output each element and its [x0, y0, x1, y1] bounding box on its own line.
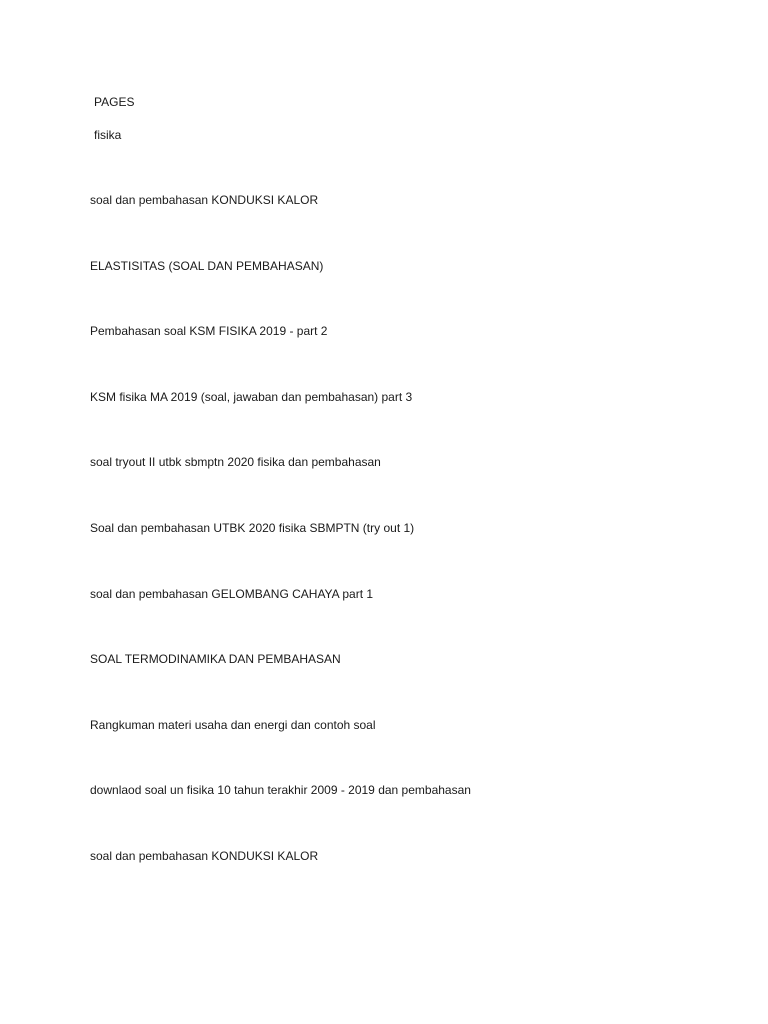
list-item [90, 520, 471, 586]
list-item [90, 848, 471, 914]
post-link[interactable]: downlaod soal un fisika 10 tahun terakhir 2009 - 2019 dan pembahasan [90, 783, 471, 798]
post-link[interactable]: soal dan pembahasan KONDUKSI KALOR [90, 848, 319, 863]
list-item [90, 454, 471, 520]
post-link[interactable]: Pembahasan soal KSM FISIKA 2019 - part 2 [90, 324, 328, 339]
post-link[interactable]: KSM fisika MA 2019 (soal, jawaban dan pembahasan) part 3 [90, 389, 413, 404]
post-link[interactable]: ELASTISITAS (SOAL DAN PEMBAHASAN) [90, 258, 324, 273]
list-item [90, 389, 471, 455]
post-link[interactable]: soal tryout II utbk sbmptn 2020 fisika dan pembahasan [90, 455, 381, 470]
post-link[interactable]: Rangkuman materi usaha dan energi dan contoh soal [90, 717, 376, 732]
post-link[interactable]: soal dan pembahasan KONDUKSI KALOR [90, 193, 319, 207]
list-item [90, 651, 471, 717]
post-list [90, 192, 471, 914]
category-link-fisika[interactable]: fisika [94, 128, 122, 142]
list-item [90, 717, 471, 783]
list-item [90, 586, 471, 652]
list-item [90, 258, 471, 324]
post-link[interactable]: SOAL TERMODINAMIKA DAN PEMBAHASAN [90, 652, 341, 667]
list-item [90, 192, 471, 258]
post-link[interactable]: soal dan pembahasan GELOMBANG CAHAYA part 1 [90, 586, 374, 601]
list-item [90, 782, 471, 848]
pages-heading: PAGES [94, 95, 135, 109]
post-link[interactable]: Soal dan pembahasan UTBK 2020 fisika SBMPTN (try out 1) [90, 520, 415, 535]
list-item [90, 323, 471, 389]
